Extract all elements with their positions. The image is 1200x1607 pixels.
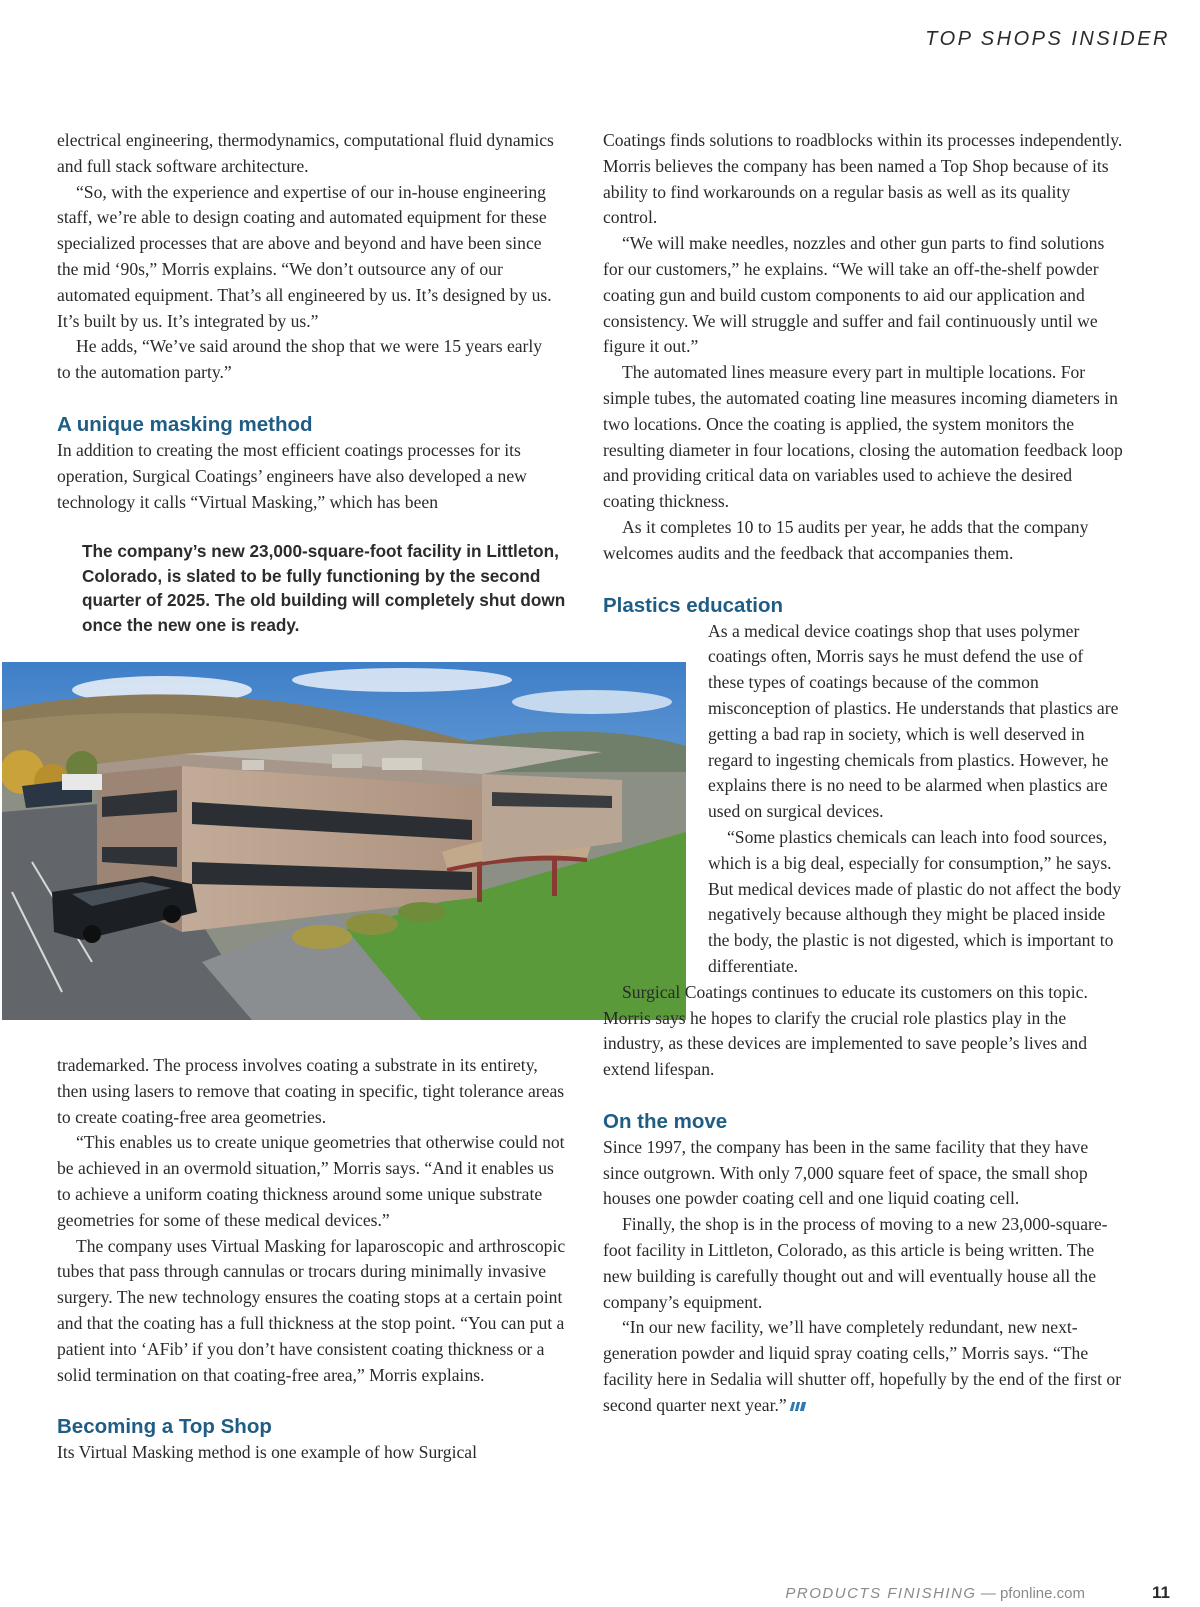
facility-photo: [2, 662, 686, 1020]
end-of-article-icon: [789, 1402, 805, 1411]
body-paragraph: Surgical Coatings continues to educate its customers on this topic. Morris says he hopes to clarify the crucial role plastics play in the industry, as these devices are implemented to save people’s lives and extend lifespan.: [603, 981, 1088, 1080]
heading-masking-method: A unique masking method: [57, 412, 313, 436]
section-title: TOP SHOPS INSIDER: [925, 28, 1170, 50]
left-column-top: [57, 128, 557, 515]
left-column-bottom: [57, 1053, 567, 1466]
photo-caption: The company’s new 23,000-square-foot facility in Littleton, Colorado, is slated to be fully functioning by the second quarter of 2025. The old building will completely shut down once the new one is ready.: [82, 541, 566, 635]
body-paragraph: The company uses Virtual Masking for laparoscopic and arthroscopic tubes that pass through cannulas or trocars during minimally invasive surgery. The new technology ensures the coating stops at a certain point and that the coating has a full thickness at the stop point. “You can put a patient into ‘AFib’ if you don’t have consistent coating thickness or a solid termination on that coating-free area,” Morris explains.: [57, 1235, 566, 1385]
publication-credit: [785, 1585, 1085, 1602]
footer-separator: —: [976, 1585, 1000, 1602]
body-paragraph: Since 1997, the company has been in the same facility that they have since outgrown. With only 7,000 square feet of space, the small shop houses one powder coating cell and one liquid coating cell.: [603, 1136, 1089, 1209]
website-link[interactable]: pfonline.com: [999, 1585, 1085, 1602]
body-paragraph: Its Virtual Masking method is one example of how Surgical: [57, 1442, 477, 1463]
page-number: 11: [1152, 1583, 1170, 1602]
magazine-name: PRODUCTS FINISHING: [785, 1585, 977, 1602]
heading-on-the-move: On the move: [603, 1109, 728, 1133]
body-paragraph: Finally, the shop is in the process of moving to a new 23,000-square-foot facility in Littleton, Colorado, as this article is being written. The new building is carefully thought out and will eventually house all the company’s equipment.: [603, 1214, 1108, 1312]
body-paragraph: Coatings finds solutions to roadblocks within its processes independently. Morris believes the company has been named a Top Shop because of its ability to find workarounds on a regular basis as well as its quality control.: [603, 130, 1123, 228]
body-paragraph: He adds, “We’ve said around the shop that we were 15 years early to the automation party.”: [57, 336, 543, 383]
body-paragraph: electrical engineering, thermodynamics, computational fluid dynamics and full stack software architecture.: [57, 130, 554, 176]
body-paragraph: “Some plastics chemicals can leach into food sources, which is a big deal, especially for consumption,” he says. But medical devices made of plastic do not affect the body negatively because although they might be placed inside the body, the plastic is not digested, which is important to differentiate.: [708, 826, 1121, 976]
heading-becoming-top-shop: Becoming a Top Shop: [57, 1415, 272, 1439]
body-paragraph: “So, with the experience and expertise of our in-house engineering staff, we’re able to design coating and automated equipment for these specialized processes that are above and beyond and have been since the mid ‘90s,” Morris explains. “We don’t outsource any of our automated equipment. That’s all engineered by us. It’s designed by us. It’s built by us. It’s integrated by us.”: [57, 181, 552, 331]
body-paragraph: “This enables us to create unique geometries that otherwise could not be achieved in an overmold situation,” Morris says. “And it enables us to achieve a uniform coating thickness around some unique substrate geometries for some of these medical devices.”: [57, 1132, 565, 1230]
body-paragraph: “We will make needles, nozzles and other gun parts to find solutions for our customers,” he explains. “We will take an off-the-shelf powder coating gun and build custom components to aid our application and consistency. We will struggle and suffer and fail continuously until we figure it out.”: [603, 233, 1105, 357]
heading-plastics-education: Plastics education: [603, 593, 784, 617]
plastics-wrap-text: [708, 619, 1123, 980]
closing-quote: “In our new facility, we’ll have completely redundant, new next-generation powder and liquid spray coating cells,” Morris says. “The facility here in Sedalia will shutter off, hopefully by the end of the first or second quarter next year.”: [603, 1317, 1122, 1415]
body-paragraph: As it completes 10 to 15 audits per year, he adds that the company welcomes audits and the feedback that accompanies them.: [603, 516, 1089, 563]
body-paragraph: In addition to creating the most efficient coatings processes for its operation, Surgical Coatings’ engineers have also developed a new technology it calls “Virtual Masking,” which has been: [57, 439, 527, 512]
body-paragraph: As a medical device coatings shop that uses polymer coatings often, Morris says he must defend the use of these types of coatings because of the common misconception of plastics. He understands that plastics are getting a bad rap in society, which is well deserved in regard to ingesting chemicals from plastics. However, he explains there is no need to be alarmed when plastics are used on surgical devices.: [708, 620, 1119, 822]
body-paragraph: trademarked. The process involves coating a substrate in its entirety, then using lasers to remove that coating in specific, tight tolerance areas to create coating-free area geometries.: [57, 1055, 565, 1127]
right-column: [603, 128, 1123, 1419]
body-paragraph: [603, 1315, 1123, 1418]
body-paragraph: The automated lines measure every part in multiple locations. For simple tubes, the automated coating line measures incoming diameters in two locations. Once the coating is applied, the system monitors the resulting diameter in four locations, closing the automation feedback loop and providing critical data on variables used to achieve the desired coating thickness.: [603, 362, 1123, 512]
page-footer: [0, 1585, 1200, 1607]
